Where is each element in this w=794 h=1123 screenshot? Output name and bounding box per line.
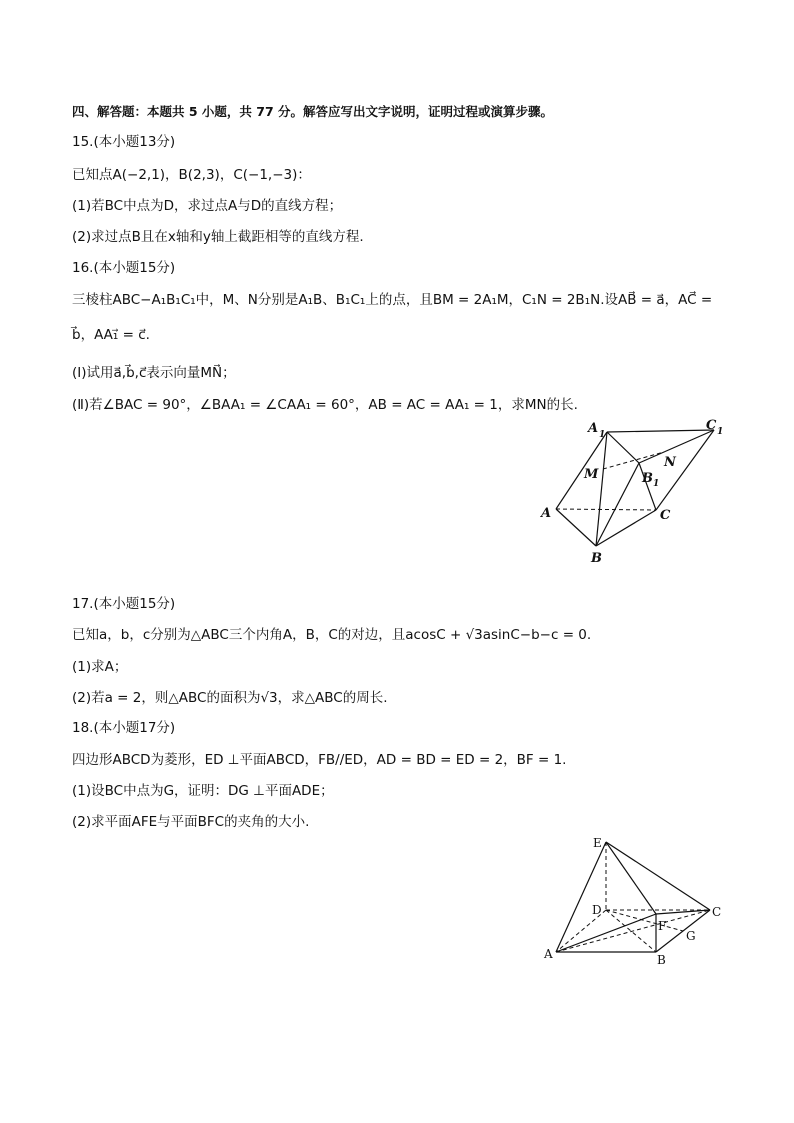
edge-a-c-hidden [556,509,656,510]
label-c1-sub: 1 [717,427,724,437]
q18-stem: 四边形ABCD为菱形，ED ⊥平面ABCD，FB//ED，AD = BD = ED = 2，BF = 1. [72,752,567,768]
label-c: C [712,905,722,919]
q16-prism-figure [530,412,740,570]
edge-a1-b1 [607,432,639,463]
label-b1-sub: 1 [653,479,660,489]
label-d: D [592,903,602,917]
q18-part2: (2)求平面AFE与平面BFC的夹角的大小. [72,814,310,830]
q16-stem-line1: 三棱柱ABC−A₁B₁C₁中，M、N分别是A₁B、B₁C₁上的点，且BM = 2A₁M，C₁N = 2B₁N.设AB⃗ = a⃗，AC⃗ = [72,292,713,308]
label-c1: C [706,418,717,433]
label-n: N [664,455,676,470]
edge-e-c [606,842,710,910]
label-b1: B [642,471,653,486]
edge-c1-c [656,430,714,510]
label-b: B [591,551,602,566]
label-b: B [657,953,666,967]
q15-part2: (2)求过点B且在x轴和y轴上截距相等的直线方程. [72,229,364,245]
q17-title: 17.(本小题15分) [72,596,176,612]
label-c: C [660,508,671,523]
label-a: A [544,947,553,961]
edge-a1-c1 [607,430,714,432]
edge-a-b [556,509,596,546]
label-m: M [584,467,599,482]
edge-a1-a [556,432,607,509]
q16-stem-line2: b⃗，AA₁⃗ = c⃗. [72,327,150,343]
q18-title: 18.(本小题17分) [72,720,176,736]
segment-mn [603,452,664,469]
label-f: F [658,919,667,933]
section-header: 四、解答题：本题共 5 小题，共 77 分。解答应写出文字说明，证明过程或演算步骤。 [72,104,554,119]
q16-part2: (Ⅱ)若∠BAC = 90°，∠BAA₁ = ∠CAA₁ = 60°，AB = AC = AA₁ = 1，求MN的长. [72,397,578,413]
q15-title: 15.(本小题13分) [72,134,176,150]
label-a: A [541,506,552,521]
edge-f-c [656,910,710,914]
q18-part1: (1)设BC中点为G，证明：DG ⊥平面ADE； [72,783,334,799]
q16-part1: (Ⅰ)试用a⃗,b⃗,c⃗表示向量MN⃗； [72,365,236,381]
q17-stem: 已知a，b，c分别为△ABC三个内角A，B，C的对边，且acosC + √3asinC−b−c = 0. [72,627,592,643]
label-e: E [593,836,602,850]
q18-solid-figure [536,830,736,970]
q15-part1: (1)若BC中点为D，求过点A与D的直线方程； [72,198,343,214]
edge-e-f [606,842,656,914]
q17-part1: (1)求A； [72,659,128,675]
q15-stem: 已知点A(−2,1)，B(2,3)，C(−1,−3)： [72,167,311,183]
label-a1-sub: 1 [599,430,606,440]
q17-part2: (2)若a = 2，则△ABC的面积为√3，求△ABC的周长. [72,690,388,706]
label-a1: A [588,421,599,436]
q16-title: 16.(本小题15分) [72,260,176,276]
label-g: G [686,929,696,943]
